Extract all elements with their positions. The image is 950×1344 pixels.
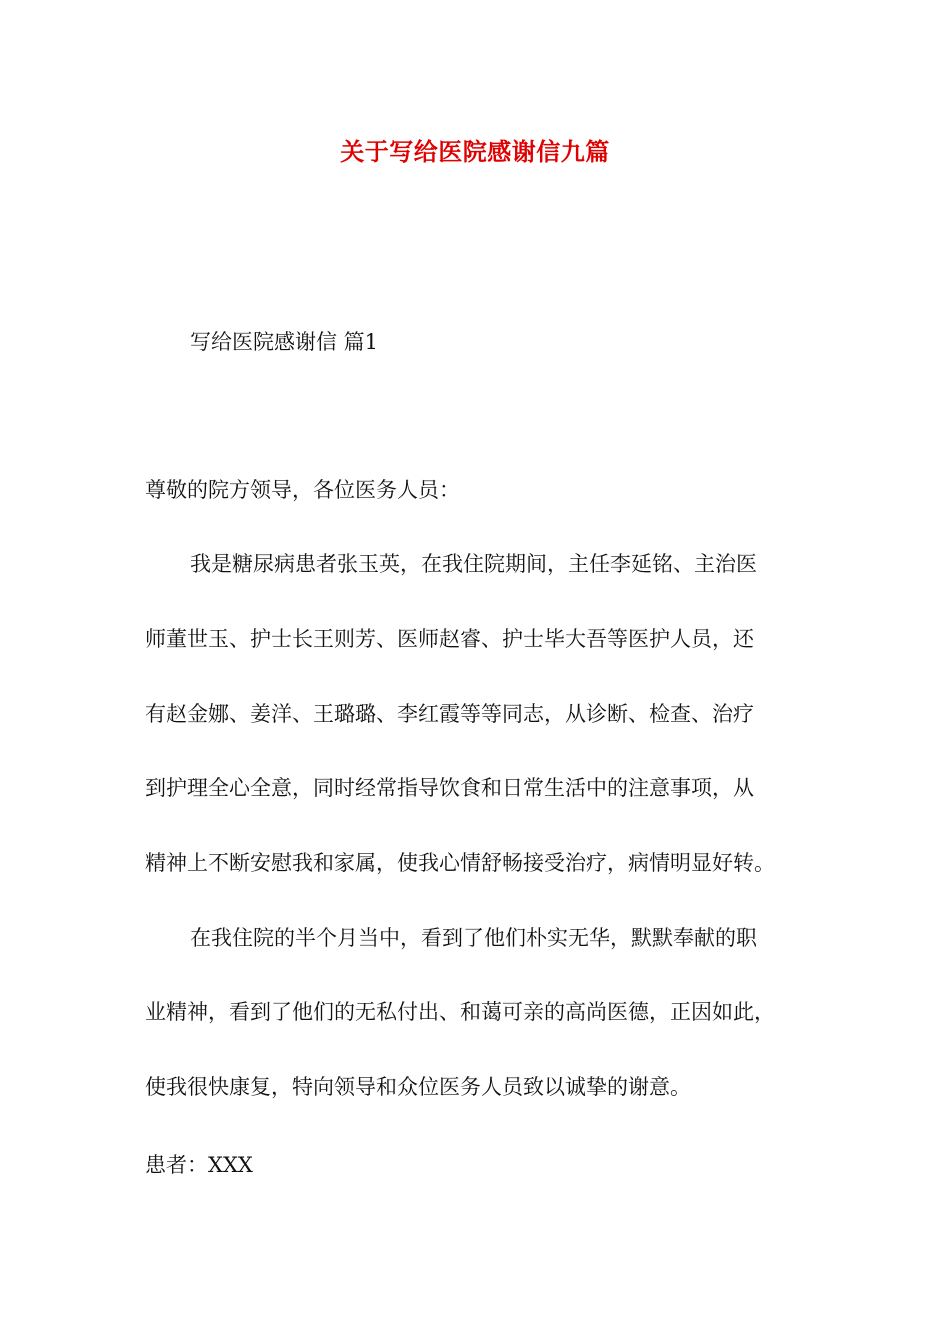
signature: 患者：XXX bbox=[145, 1153, 253, 1177]
paragraph-line: 到护理全心全意，同时经常指导饮食和日常生活中的注意事项，从 bbox=[145, 776, 754, 800]
document-title: 关于写给医院感谢信九篇 bbox=[340, 137, 610, 166]
paragraph-line: 精神上不断安慰我和家属，使我心情舒畅接受治疗，病情明显好转。 bbox=[145, 851, 775, 875]
section-heading: 写给医院感谢信 篇1 bbox=[190, 330, 379, 354]
paragraph-line: 师董世玉、护士长王则芳、医师赵睿、护士毕大吾等医护人员，还 bbox=[145, 627, 754, 651]
paragraph-line: 在我住院的半个月当中，看到了他们朴实无华，默默奉献的职 bbox=[190, 926, 757, 950]
salutation: 尊敬的院方领导，各位医务人员： bbox=[145, 478, 460, 502]
paragraph-line: 使我很快康复，特向领导和众位医务人员致以诚挚的谢意。 bbox=[145, 1075, 691, 1099]
paragraph-line: 业精神，看到了他们的无私付出、和蔼可亲的高尚医德，正因如此， bbox=[145, 1000, 775, 1024]
paragraph-line: 我是糖尿病患者张玉英，在我住院期间，主任李延铭、主治医 bbox=[190, 552, 757, 576]
paragraph-line: 有赵金娜、姜洋、王璐璐、李红霞等等同志，从诊断、检查、治疗 bbox=[145, 702, 754, 726]
